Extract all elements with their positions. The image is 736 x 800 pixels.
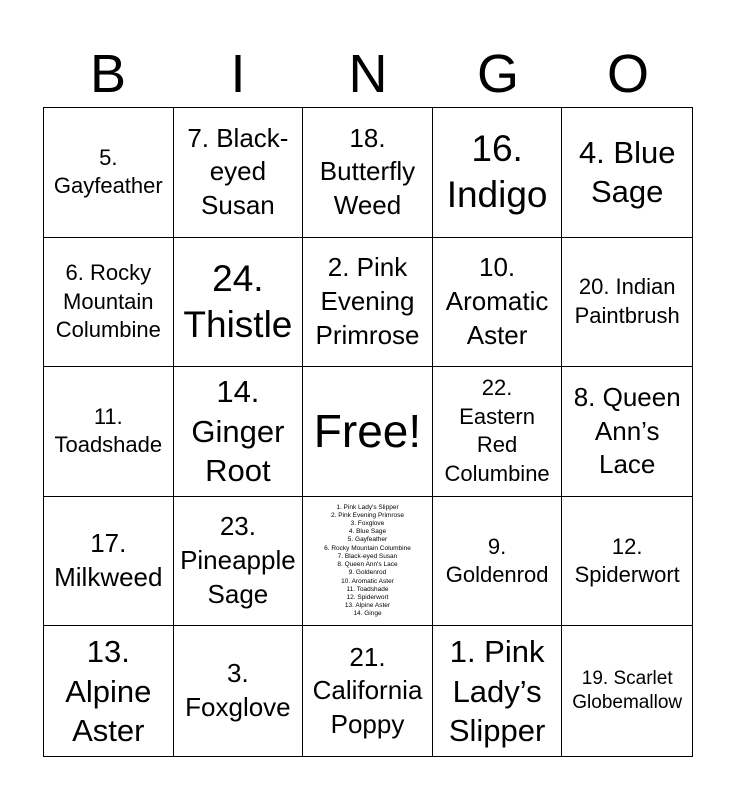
legend-line: 4. Blue Sage (348, 528, 387, 536)
bingo-cell[interactable]: 9. Goldenrod (433, 497, 563, 627)
bingo-cell[interactable]: 11. Toadshade (44, 367, 174, 497)
legend-cell[interactable] (303, 497, 433, 627)
bingo-cell[interactable]: 20. Indian Paintbrush (562, 238, 692, 368)
bingo-header (43, 42, 693, 104)
bingo-cell[interactable]: 21. California Poppy (303, 626, 433, 756)
bingo-cell[interactable]: 3. Foxglove (174, 626, 304, 756)
legend-line: 3. Foxglove (350, 520, 385, 528)
legend-line: 10. Aromatic Aster (341, 577, 394, 585)
bingo-board (43, 107, 693, 757)
header-letter-n: N (348, 44, 388, 104)
bingo-cell[interactable]: 16. Indigo (433, 108, 563, 238)
bingo-cell[interactable]: 13. Alpine Aster (44, 626, 174, 756)
legend-line: 7. Black-eyed Susan (337, 552, 398, 560)
bingo-cell[interactable]: 14. Ginger Root (174, 367, 304, 497)
bingo-cell[interactable]: 6. Rocky Mountain Columbine (44, 238, 174, 368)
legend-line: 2. Pink Evening Primrose (330, 511, 404, 519)
bingo-cell[interactable]: 19. Scarlet Globemallow (572, 668, 683, 714)
bingo-cell[interactable]: 17. Milkweed (44, 497, 174, 627)
header-letter-o: O (606, 44, 649, 104)
bingo-cell[interactable]: 23. Pineapple Sage (174, 497, 304, 627)
legend-line: 5. Gayfeather (347, 536, 388, 544)
bingo-cell[interactable]: 10. Aromatic Aster (433, 238, 563, 368)
header-letter-g: G (476, 44, 519, 104)
legend-line: 8. Queen Ann's Lace (337, 561, 398, 569)
word-list (324, 504, 411, 619)
bingo-cell[interactable]: 22. Eastern Red Columbine (433, 367, 563, 497)
bingo-cell[interactable]: 18. Butterfly Weed (303, 108, 433, 238)
bingo-cell[interactable]: 7. Black- eyed Susan (174, 108, 304, 238)
bingo-cell[interactable]: 1. Pink Lady’s Slipper (433, 626, 563, 756)
legend-line: 14. Ginge (353, 610, 382, 618)
header-letter-b: B (89, 44, 127, 104)
legend-line: 1. Pink Lady's Slipper (336, 503, 399, 511)
legend-line: 13. Alpine Aster (344, 602, 391, 610)
bingo-cell[interactable]: 8. Queen Ann’s Lace (562, 367, 692, 497)
bingo-cell[interactable]: 24. Thistle (174, 238, 304, 368)
legend-line: 9. Goldenrod (348, 569, 387, 577)
legend-line: 11. Toadshade (346, 585, 389, 593)
bingo-cell[interactable]: 4. Blue Sage (562, 108, 692, 238)
legend-line: 6. Rocky Mountain Columbine (324, 544, 411, 552)
bingo-cell[interactable]: 12. Spiderwort (562, 497, 692, 627)
legend-line: 12. Spiderwort (346, 593, 389, 601)
bingo-cell[interactable]: 5. Gayfeather (44, 108, 174, 238)
header-letter-i: I (230, 44, 246, 104)
bingo-cell[interactable]: 2. Pink Evening Primrose (303, 238, 433, 368)
free-space-cell[interactable]: Free! (303, 367, 433, 497)
